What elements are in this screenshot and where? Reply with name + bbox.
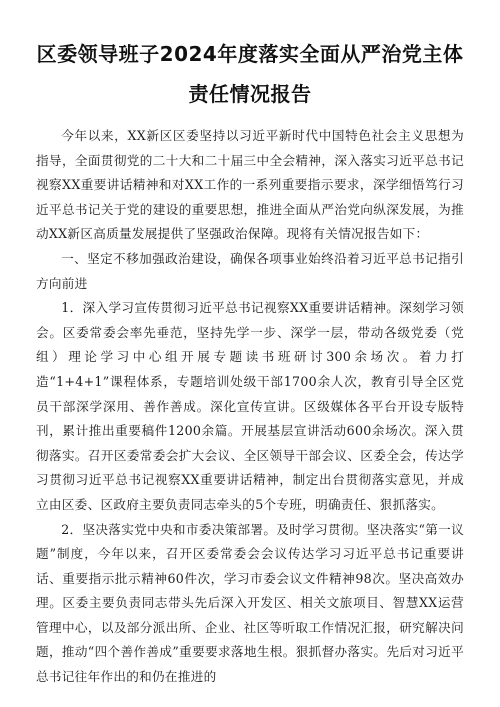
intro-paragraph: 今年以来，XX新区区委坚持以习近平新时代中国特色社会主义思想为指导，全面贯彻党的二十大和二十届三中全会精神，深入落实习近平总书记视察XX重要讲话精神和对XX工作的一系列重要指示要求，深学细悟笃行习近平总书记关于党的建设的重要思想，推进全面从严治党向纵深发展，为推动XX新区高质量发展提供了坚强政治保障。现将有关情况报告如下： <box>36 128 464 242</box>
paragraph-item-1: 1．深入学习宣传贯彻习近平总书记视察XX重要讲话精神。深刻学习领会。区委常委会率先垂范，坚持先学一步、深学一层，带动各级党委（党组）理论学习中心组开展专题读书班研讨300余场次。着力打造“1+4+1”课程体系，专题培训处级干部1700余人次，教育引导全区党员干部深学深用、善作善成。深化宣传宣讲。区级媒体各平台开设专版特刊，累计推出重要稿件1200余篇。开展基层宣讲活动600余场次。深入贯彻落实。召开区委常委会扩大会议、全区领导干部会议、区委全会，传达学习贯彻习近平总书记视察XX重要讲话精神，制定出台贯彻落实意见，并成立由区委、区政府主要负责同志牵头的5个专班，明确责任、狠抓落实。 <box>36 300 464 512</box>
section-heading-1: 一、坚定不移加强政治建设，确保各项事业始终沿着习近平总书记指引方向前进 <box>36 250 464 291</box>
document-title: 区委领导班子2024年度落实全面从严治党主体责任情况报告 <box>36 42 464 106</box>
paragraph-item-2: 2．坚决落实党中央和市委决策部署。及时学习贯彻。坚决落实“第一议题”制度，今年以来，召开区委常委会会议传达学习习近平总书记重要讲话、重要指示批示精神60件次，学习市委会议文件精神98次。坚决高效办理。区委主要负责同志带头先后深入开发区、相关文旅项目、智慧XX运营管理中心，以及部分派出所、企业、社区等听取工作情况汇报，研究解决问题，推动“四个善作善成”重要要求落地生根。狠抓督办落实。先后对习近平总书记往年作出的和仍在推进的 <box>36 521 464 685</box>
